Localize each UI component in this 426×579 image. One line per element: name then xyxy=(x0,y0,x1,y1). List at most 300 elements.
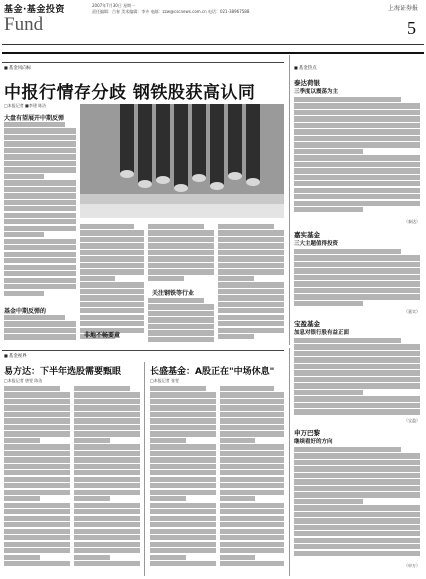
text-line xyxy=(150,425,216,430)
text-line xyxy=(294,377,420,382)
text-line xyxy=(150,444,216,449)
bottom-right-text-col-2 xyxy=(220,386,284,574)
text-line xyxy=(4,167,76,172)
text-line xyxy=(294,466,420,471)
text-line xyxy=(74,529,140,534)
text-line xyxy=(4,451,70,456)
text-line xyxy=(4,470,70,475)
page-number: 5 xyxy=(407,18,416,38)
text-line xyxy=(218,308,284,313)
main-subhead-3: 基金中期反弹的 xyxy=(4,308,47,315)
text-line xyxy=(294,181,420,186)
text-line xyxy=(80,289,144,294)
text-line xyxy=(80,269,144,274)
text-line xyxy=(4,187,76,192)
text-line xyxy=(220,483,284,488)
text-line xyxy=(294,351,420,356)
text-line xyxy=(80,230,144,235)
text-line xyxy=(294,499,363,504)
text-line xyxy=(74,503,140,508)
text-line xyxy=(218,289,284,294)
text-line xyxy=(150,386,206,391)
bottom-right-text-col-1 xyxy=(150,386,216,574)
main-subhead-4: 非地不畅要童 xyxy=(84,332,121,339)
text-line xyxy=(294,194,420,199)
text-line xyxy=(74,522,140,527)
sidebar-story-1-head: 泰达荷银 xyxy=(294,79,320,87)
text-line xyxy=(294,338,401,343)
text-line xyxy=(4,265,76,270)
text-line xyxy=(220,444,284,449)
text-line xyxy=(150,451,216,456)
text-line xyxy=(220,470,284,475)
text-line xyxy=(220,431,284,436)
text-line xyxy=(220,548,284,553)
text-line xyxy=(220,496,255,501)
text-line xyxy=(148,298,204,303)
text-line xyxy=(74,509,140,514)
sidebar-story-2-sub: 三大主题值得投资 xyxy=(294,241,339,247)
text-line xyxy=(150,438,186,443)
text-line xyxy=(4,425,70,430)
text-line xyxy=(220,457,284,462)
text-line xyxy=(220,477,284,482)
text-line xyxy=(294,149,363,154)
main-text-col-1b xyxy=(4,315,76,345)
text-line xyxy=(148,330,214,335)
text-line xyxy=(74,386,130,391)
text-line xyxy=(220,438,255,443)
text-line xyxy=(4,141,76,146)
bottom-section-rule xyxy=(2,350,284,351)
text-line xyxy=(294,531,420,536)
text-line xyxy=(294,162,420,167)
text-line xyxy=(4,457,70,462)
text-line xyxy=(4,321,76,326)
text-line xyxy=(4,193,76,198)
text-line xyxy=(220,386,274,391)
text-line xyxy=(74,555,110,560)
text-line xyxy=(294,473,420,478)
text-line xyxy=(294,525,420,530)
text-line xyxy=(150,405,216,410)
text-line xyxy=(294,505,420,510)
text-line xyxy=(218,282,284,287)
main-story-top-rule xyxy=(2,62,284,63)
text-line xyxy=(294,155,420,160)
text-line xyxy=(150,542,216,547)
text-line xyxy=(150,555,186,560)
text-line xyxy=(74,477,140,482)
text-line xyxy=(150,464,216,469)
text-line xyxy=(4,464,70,469)
text-line xyxy=(148,269,214,274)
text-line xyxy=(218,315,284,320)
text-line xyxy=(74,392,140,397)
sidebar-byline-3: （宝盈） xyxy=(404,418,420,423)
text-line xyxy=(74,444,140,449)
text-line xyxy=(80,282,144,287)
text-line xyxy=(4,135,76,140)
text-line xyxy=(294,538,420,543)
sidebar-story-4-text xyxy=(294,447,420,563)
text-line xyxy=(148,224,204,229)
main-byline: □本报记者 ■李建 陈洁 xyxy=(4,103,47,108)
text-line xyxy=(150,529,216,534)
text-line xyxy=(148,311,214,316)
text-line xyxy=(150,509,216,514)
text-line xyxy=(294,396,420,401)
text-line xyxy=(4,483,70,488)
text-line xyxy=(220,555,255,560)
text-line xyxy=(148,230,214,235)
text-line xyxy=(218,334,254,339)
section-title: 基金·基金投资 xyxy=(4,5,65,15)
text-line xyxy=(294,364,420,369)
text-line xyxy=(218,302,284,307)
sidebar-story-1-sub: 三季度以震荡为主 xyxy=(294,89,339,95)
text-line xyxy=(294,390,363,395)
text-line xyxy=(150,548,216,553)
sidebar-byline-1: （泰达） xyxy=(404,219,420,224)
text-line xyxy=(294,110,420,115)
text-line xyxy=(220,561,284,566)
text-line xyxy=(150,535,216,540)
text-line xyxy=(294,409,420,414)
text-line xyxy=(80,263,144,268)
text-line xyxy=(294,294,420,299)
sidebar-separator xyxy=(289,55,290,345)
text-line xyxy=(80,315,144,320)
sidebar-story-3-sub: 加息对银行股有益正面 xyxy=(294,330,350,336)
text-line xyxy=(4,555,40,560)
text-line xyxy=(148,250,214,255)
text-line xyxy=(74,496,110,501)
text-line xyxy=(4,128,76,133)
newspaper-logo: 上海证券报 xyxy=(387,5,418,12)
text-line xyxy=(220,490,284,495)
text-line xyxy=(294,344,420,349)
text-line xyxy=(220,425,284,430)
text-line xyxy=(4,213,76,218)
text-line xyxy=(294,447,401,452)
text-line xyxy=(74,405,140,410)
text-line xyxy=(80,224,134,229)
text-line xyxy=(74,457,140,462)
sidebar-story-2-head: 嘉实基金 xyxy=(294,231,320,239)
text-line xyxy=(294,268,420,273)
main-subhead-2: 关注钢铁等行业 xyxy=(152,290,195,297)
text-line xyxy=(294,123,420,128)
text-line xyxy=(218,263,284,268)
sidebar-story-4-head: 申万巴黎 xyxy=(294,429,320,437)
text-line xyxy=(4,431,70,436)
text-line xyxy=(80,250,144,255)
bottom-label: ■ 基金视界 xyxy=(4,353,27,359)
text-line xyxy=(4,328,76,333)
text-line xyxy=(150,503,216,508)
masthead-rule-thick xyxy=(2,52,424,54)
text-line xyxy=(80,243,144,248)
text-line xyxy=(4,226,76,231)
text-line xyxy=(4,219,76,224)
text-line xyxy=(294,544,420,549)
text-line xyxy=(4,516,70,521)
text-line xyxy=(294,383,420,388)
masthead-meta xyxy=(92,3,322,15)
text-line xyxy=(220,542,284,547)
text-line xyxy=(4,522,70,527)
sidebar-story-2-text xyxy=(294,249,420,309)
text-line xyxy=(4,561,70,566)
text-line xyxy=(74,535,140,540)
text-line xyxy=(294,262,420,267)
text-line xyxy=(220,451,284,456)
main-text-col-2 xyxy=(80,224,144,344)
text-line xyxy=(294,492,420,497)
main-headline: 中报行情存分歧 钢铁股获高认同 xyxy=(4,83,256,103)
sidebar-story-3-head: 宝盈基金 xyxy=(294,320,320,328)
text-line xyxy=(150,392,216,397)
text-line xyxy=(4,418,70,423)
text-line xyxy=(220,535,284,540)
text-line xyxy=(150,522,216,527)
meta-editors: 责任编辑：吕春 美术编辑：李卉 电邮：zzw@cscnews.com.cn 电话：021-38967588 xyxy=(92,9,250,14)
text-line xyxy=(220,503,284,508)
text-line xyxy=(220,412,284,417)
text-line xyxy=(4,542,70,547)
text-line xyxy=(220,522,284,527)
text-line xyxy=(218,230,284,235)
text-line xyxy=(150,412,216,417)
text-line xyxy=(4,154,76,159)
text-line xyxy=(294,275,420,280)
text-line xyxy=(74,451,140,456)
text-line xyxy=(74,516,140,521)
text-line xyxy=(4,529,70,534)
main-photo xyxy=(80,104,284,218)
text-line xyxy=(4,503,70,508)
text-line xyxy=(150,496,186,501)
text-line xyxy=(80,295,144,300)
text-line xyxy=(294,460,420,465)
text-line xyxy=(150,483,216,488)
text-line xyxy=(4,535,70,540)
text-line xyxy=(148,243,214,248)
text-line xyxy=(218,256,284,261)
column-label: ■ 基金风向标 xyxy=(4,65,31,71)
text-line xyxy=(294,207,363,212)
text-line xyxy=(150,561,216,566)
text-line xyxy=(294,129,420,134)
sidebar-label: ■ 基金热点 xyxy=(294,65,317,71)
text-line xyxy=(148,256,214,261)
steel-bars-illustration xyxy=(80,104,284,218)
bottom-left-text-col-2 xyxy=(74,386,140,574)
text-line xyxy=(220,405,284,410)
text-line xyxy=(294,453,420,458)
text-line xyxy=(220,509,284,514)
text-line xyxy=(4,271,76,276)
text-line xyxy=(294,201,420,206)
fund-wordmark: Fund xyxy=(4,14,44,35)
text-line xyxy=(150,418,216,423)
text-line xyxy=(4,148,76,153)
text-line xyxy=(220,418,284,423)
text-line xyxy=(4,490,70,495)
sidebar-story-3-text xyxy=(294,338,420,418)
text-line xyxy=(294,103,420,108)
sidebar-story-4-sub: 继续看好的方向 xyxy=(294,439,333,445)
text-line xyxy=(148,317,214,322)
meta-date: 2007年7月30日 星期一 xyxy=(92,3,136,8)
text-line xyxy=(294,301,363,306)
masthead-rule xyxy=(2,44,424,45)
text-line xyxy=(218,328,284,333)
text-line xyxy=(4,509,70,514)
bottom-separator xyxy=(144,362,145,576)
text-line xyxy=(294,512,420,517)
text-line xyxy=(4,438,40,443)
main-subhead-1: 大盘有望展开中期反弹 xyxy=(4,115,65,122)
bottom-left-byline: □本报记者 唐雯 陈洁 xyxy=(4,378,43,383)
text-line xyxy=(294,518,420,523)
text-line xyxy=(150,457,216,462)
text-line xyxy=(218,224,274,229)
text-line xyxy=(74,399,140,404)
text-line xyxy=(294,249,401,254)
text-line xyxy=(4,206,76,211)
text-line xyxy=(74,561,140,566)
text-line xyxy=(294,370,420,375)
text-line xyxy=(4,315,65,320)
text-line xyxy=(220,392,284,397)
text-line xyxy=(4,200,76,205)
text-line xyxy=(4,386,60,391)
sidebar-byline-2: （嘉实） xyxy=(404,309,420,314)
text-line xyxy=(294,116,420,121)
text-line xyxy=(4,477,70,482)
text-line xyxy=(150,399,216,404)
text-line xyxy=(294,479,420,484)
main-text-col-1 xyxy=(4,122,76,300)
text-line xyxy=(148,324,214,329)
text-line xyxy=(218,321,284,326)
text-line xyxy=(74,431,140,436)
text-line xyxy=(4,161,76,166)
text-line xyxy=(4,412,70,417)
text-line xyxy=(80,276,115,281)
text-line xyxy=(74,542,140,547)
text-line xyxy=(218,295,284,300)
text-line xyxy=(294,357,420,362)
main-text-col-3b xyxy=(148,298,214,344)
text-line xyxy=(74,425,140,430)
sidebar-byline-4: （申万） xyxy=(404,563,420,568)
text-line xyxy=(74,418,140,423)
text-line xyxy=(4,180,76,185)
text-line xyxy=(80,308,144,313)
text-line xyxy=(4,245,76,250)
text-line xyxy=(4,291,44,296)
text-line xyxy=(74,412,140,417)
text-line xyxy=(150,477,216,482)
text-line xyxy=(74,470,140,475)
text-line xyxy=(218,269,284,274)
text-line xyxy=(150,490,216,495)
text-line xyxy=(4,239,76,244)
text-line xyxy=(4,278,76,283)
text-line xyxy=(220,516,284,521)
text-line xyxy=(74,438,110,443)
text-line xyxy=(4,232,44,237)
text-line xyxy=(294,288,420,293)
text-line xyxy=(4,122,65,127)
text-line xyxy=(294,255,420,260)
text-line xyxy=(4,284,76,289)
text-line xyxy=(4,258,76,263)
main-text-col-4 xyxy=(218,224,284,344)
text-line xyxy=(150,470,216,475)
text-line xyxy=(148,304,214,309)
text-line xyxy=(294,168,420,173)
text-line xyxy=(148,263,214,268)
text-line xyxy=(220,464,284,469)
bottom-sidebar-separator xyxy=(289,348,290,576)
text-line xyxy=(294,188,420,193)
text-line xyxy=(4,548,70,553)
text-line xyxy=(294,551,420,556)
text-line xyxy=(294,486,420,491)
text-line xyxy=(220,399,284,404)
text-line xyxy=(74,483,140,488)
text-line xyxy=(74,490,140,495)
text-line xyxy=(80,256,144,261)
bottom-left-headline: 易方达：下半年选股需要甄眼 xyxy=(4,367,122,377)
text-line xyxy=(4,174,44,179)
text-line xyxy=(4,405,70,410)
text-line xyxy=(220,529,284,534)
text-line xyxy=(4,334,76,339)
text-line xyxy=(4,444,70,449)
text-line xyxy=(4,392,70,397)
text-line xyxy=(148,337,214,342)
text-line xyxy=(148,276,184,281)
text-line xyxy=(148,237,214,242)
text-line xyxy=(294,175,420,180)
text-line xyxy=(4,252,76,257)
text-line xyxy=(294,142,420,147)
text-line xyxy=(74,464,140,469)
text-line xyxy=(294,136,420,141)
text-line xyxy=(4,399,70,404)
text-line xyxy=(74,548,140,553)
text-line xyxy=(150,516,216,521)
text-line xyxy=(218,250,284,255)
text-line xyxy=(80,302,144,307)
bottom-right-byline: □本报记者 张雯 xyxy=(150,378,180,383)
text-line xyxy=(294,281,420,286)
bottom-right-headline: 长盛基金：A股正在"中场休息" xyxy=(150,367,275,377)
text-line xyxy=(218,243,284,248)
main-text-col-3a xyxy=(148,224,214,286)
text-line xyxy=(218,237,284,242)
text-line xyxy=(294,403,420,408)
text-line xyxy=(294,97,401,102)
bottom-left-text-col-1 xyxy=(4,386,70,574)
text-line xyxy=(80,237,144,242)
text-line xyxy=(218,276,254,281)
